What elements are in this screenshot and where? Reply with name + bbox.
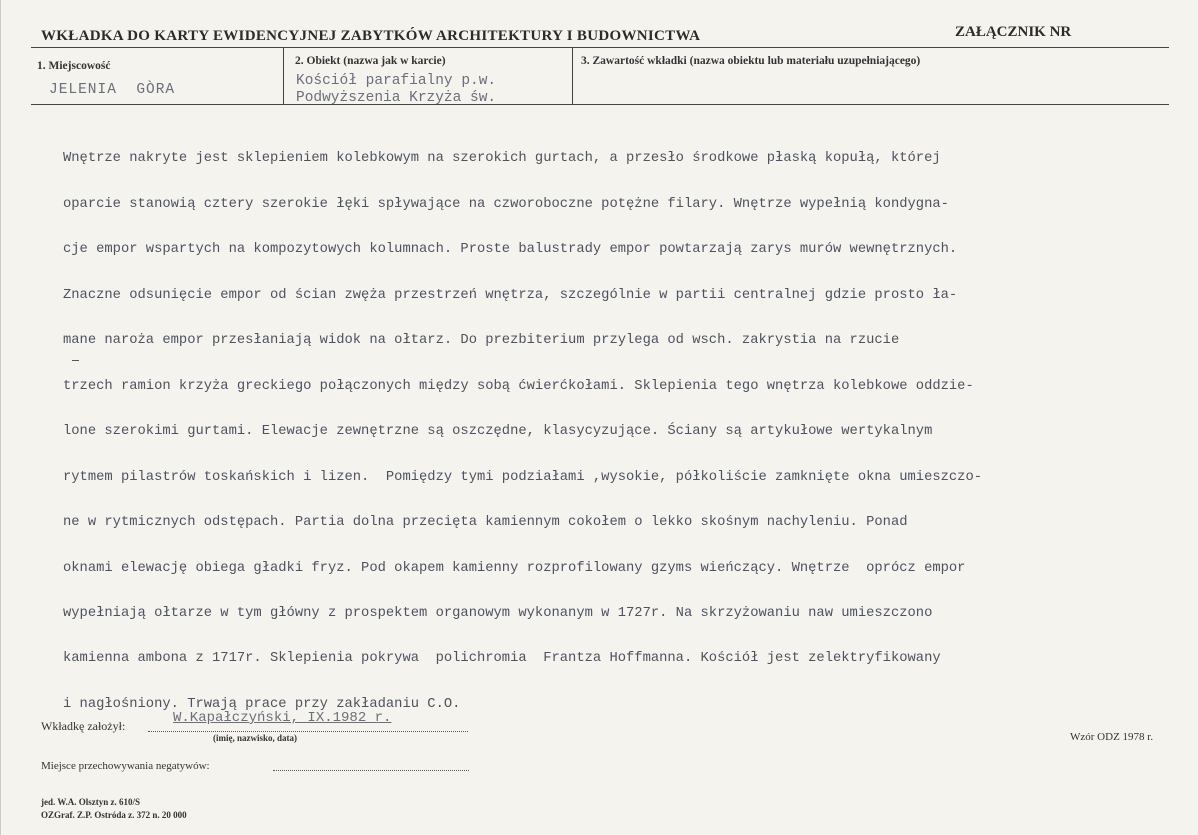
header-top-rule xyxy=(31,47,1169,48)
description-line: oknami elewację obiega gładki fryz. Pod okapem kamienny rozprofilowany gzyms wieńczący. Wnętrze oprócz empor xyxy=(63,560,966,576)
description-line: lone szerokimi gurtami. Elewacje zewnętrzne są oszczędne, klasycyzujące. Ściany są artykułowe wertykalnym xyxy=(63,424,933,440)
field-divider-2 xyxy=(572,47,573,105)
author-dotted-line xyxy=(148,731,468,732)
author-label: Wkładkę założył: xyxy=(41,719,126,733)
description-line: oparcie stanowią cztery szerokie łęki spływające na czworoboczne potężne filary. Wnętrze wypełnią kondygna- xyxy=(63,196,949,212)
print-info-line1: jed. W.A. Olsztyn z. 610/S xyxy=(41,797,141,807)
object-value-line2: Podwyższenia Krzyża św. xyxy=(296,90,497,106)
description-line: i nagłośniony. Trwają prace przy zakładaniu C.O. xyxy=(63,696,461,712)
description-line: cje empor wspartych na kompozytowych kolumnach. Proste balustrady empor powtarzają zarys murów wewnętrznych. xyxy=(63,242,958,258)
locality-label: 1. Miejscowość xyxy=(37,60,111,72)
field-divider-1 xyxy=(283,47,284,105)
description-line: mane naroża empor przesłaniają widok na ołtarz. Do prezbiterium przylega od wsch. zakrystia na rzucie xyxy=(63,333,900,349)
description-line: Znaczne odsunięcie empor od ścian zwęża przestrzeń wnętrza, szczególnie w partii centralnej gdzie prosto ła- xyxy=(63,287,958,303)
negatives-storage-dotted-line xyxy=(273,770,469,771)
print-info-line2: OZGraf. Z.P. Ostróda z. 372 n. 20 000 xyxy=(41,810,187,820)
description-line: wypełniają ołtarze w tym główny z prospektem organowym wykonanym w 1727r. Na skrzyżowaniu naw umieszczono xyxy=(63,606,933,621)
description-line: rytmem pilastrów toskańskich i lizen. Pomiędzy tymi podziałami ,wysokie, półkoliście zamknięte okna umieszczo- xyxy=(63,469,983,485)
attachment-number-label: ZAŁĄCZNIK NR xyxy=(955,24,1072,40)
negatives-storage-label: Miejsce przechowywania negatywów: xyxy=(41,760,210,772)
description-text xyxy=(63,121,1173,742)
description-line: kamienna ambona z 1717r. Sklepienia pokrywa polichromia Frantza Hoffmanna. Kościół jest zelektryfikowany xyxy=(63,651,941,667)
card-title: WKŁADKA DO KARTY EWIDENCYJNEJ ZABYTKÓW ARCHITEKTURY I BUDOWNICTWA xyxy=(41,28,701,44)
template-note: Wzór ODZ 1978 r. xyxy=(1070,731,1154,743)
author-hint: (imię, nazwisko, data) xyxy=(213,733,297,743)
header-bottom-rule xyxy=(31,104,1169,105)
description-line: trzech ramion krzyża greckiego połączonych między sobą ćwierćkołami. Sklepienia tego wnętrza kolebkowe oddzie- xyxy=(63,378,974,394)
description-line: Wnętrze nakryte jest sklepieniem kolebkowym na szerokich gurtach, a przesło środkowe płaską kopułą, której xyxy=(63,151,941,167)
stray-mark xyxy=(72,360,79,361)
content-label: 3. Zawartość wkładki (nazwa obiektu lub materiału uzupełniającego) xyxy=(581,55,921,67)
description-line: ne w rytmicznych odstępach. Partia dolna przecięta kamiennym cokołem o lekko skośnym nachyleniu. Ponad xyxy=(63,515,908,531)
object-value-line1: Kościół parafialny p.w. xyxy=(296,73,497,89)
locality-value: JELENIA GÒRA xyxy=(49,82,176,98)
object-label: 2. Obiekt (nazwa jak w karcie) xyxy=(295,55,446,67)
author-value: W.Kapałczyński, IX.1982 r. xyxy=(173,710,392,726)
